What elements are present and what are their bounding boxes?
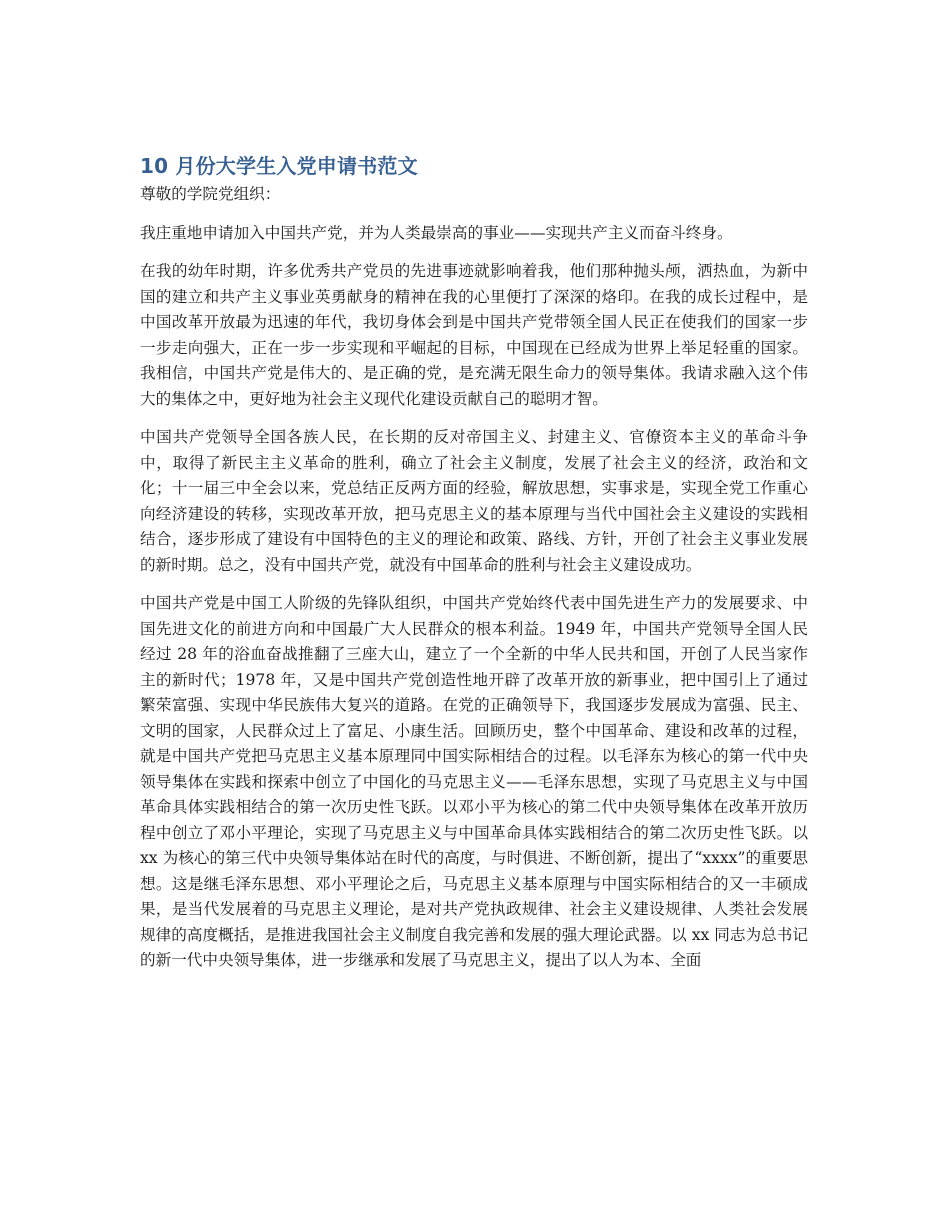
paragraph-declaration: 我庄重地申请加入中国共产党，并为人类最崇高的事业——实现共产主义而奋斗终身。	[140, 223, 733, 242]
salutation: 尊敬的学院党组织：	[140, 185, 281, 203]
document-title: 10 月份大学生入党申请书范文	[140, 154, 418, 178]
document-body	[140, 150, 808, 974]
paragraph-party-role: 中国共产党是中国工人阶级的先锋队组织，中国共产党始终代表中国先进生产力的发展要求、中国先进文化的前进方向和中国最广大人民群众的根本利益。1949 年，中国共产党领导全国人民经过 28 年的浴血奋战推翻了三座大山，建立了一个全新的中华人民共和国，开创了人民当家作主的新时代；1978 年，又是中国共产党创造性地开辟了改革开放的新事业，把中国引上了通过繁荣富强、实现中华民族伟大复兴的道路。在党的正确领导下，我国逐步发展成为富强、民主、文明的国家，人民群众过上了富足、小康生活。回顾历史，整个中国革命、建设和改革的过程，就是中国共产党把马克思主义基本原理同中国实际相结合的过程。以毛泽东为核心的第一代中央领导集体在实践和探索中创立了中国化的马克思主义——毛泽东思想，实现了马克思主义与中国革命具体实践相结合的第一次历史性飞跃。以邓小平为核心的第二代中央领导集体在改革开放历程中创立了邓小平理论，实现了马克思主义与中国革命具体实践相结合的第二次历史性飞跃。以 xx 为核心的第三代中央领导集体站在时代的高度，与时俱进、不断创新，提出了“xxxx”的重要思想。这是继毛泽东思想、邓小平理论之后，马克思主义基本原理与中国实际相结合的又一丰硕成果，是当代发展着的马克思主义理论，是对共产党执政规律、社会主义建设规律、人类社会发展规律的高度概括，是推进我国社会主义制度自我完善和发展的强大理论武器。以 xx 同志为总书记的新一代中央领导集体，进一步继承和发展了马克思主义，提出了以人为本、全面	[140, 594, 808, 969]
paragraph-party-history: 中国共产党领导全国各族人民，在长期的反对帝国主义、封建主义、官僚资本主义的革命斗争中，取得了新民主主义革命的胜利，确立了社会主义制度，发展了社会主义的经济，政治和文化；十一届三中全会以来，党总结正反两方面的经验，解放思想，实事求是，实现全党工作重心向经济建设的转移，实现改革开放，把马克思主义的基本原理与当代中国社会主义建设的实践相结合，逐步形成了建设有中国特色的主义的理论和政策、路线、方针，开创了社会主义事业发展的新时期。总之，没有中国共产党，就没有中国革命的胜利与社会主义建设成功。	[140, 428, 808, 574]
paragraph-childhood: 在我的幼年时期，许多优秀共产党员的先进事迹就影响着我，他们那种抛头颅，洒热血，为新中国的建立和共产主义事业英勇献身的精神在我的心里便打了深深的烙印。在我的成长过程中，是中国改革开放最为迅速的年代，我切身体会到是中国共产党带领全国人民正在使我们的国家一步一步走向强大，正在一步一步实现和平崛起的目标，中国现在已经成为世界上举足轻重的国家。我相信，中国共产党是伟大的、是正确的党，是充满无限生命力的领导集体。我请求融入这个伟大的集体之中，更好地为社会主义现代化建设贡献自己的聪明才智。	[140, 262, 808, 408]
